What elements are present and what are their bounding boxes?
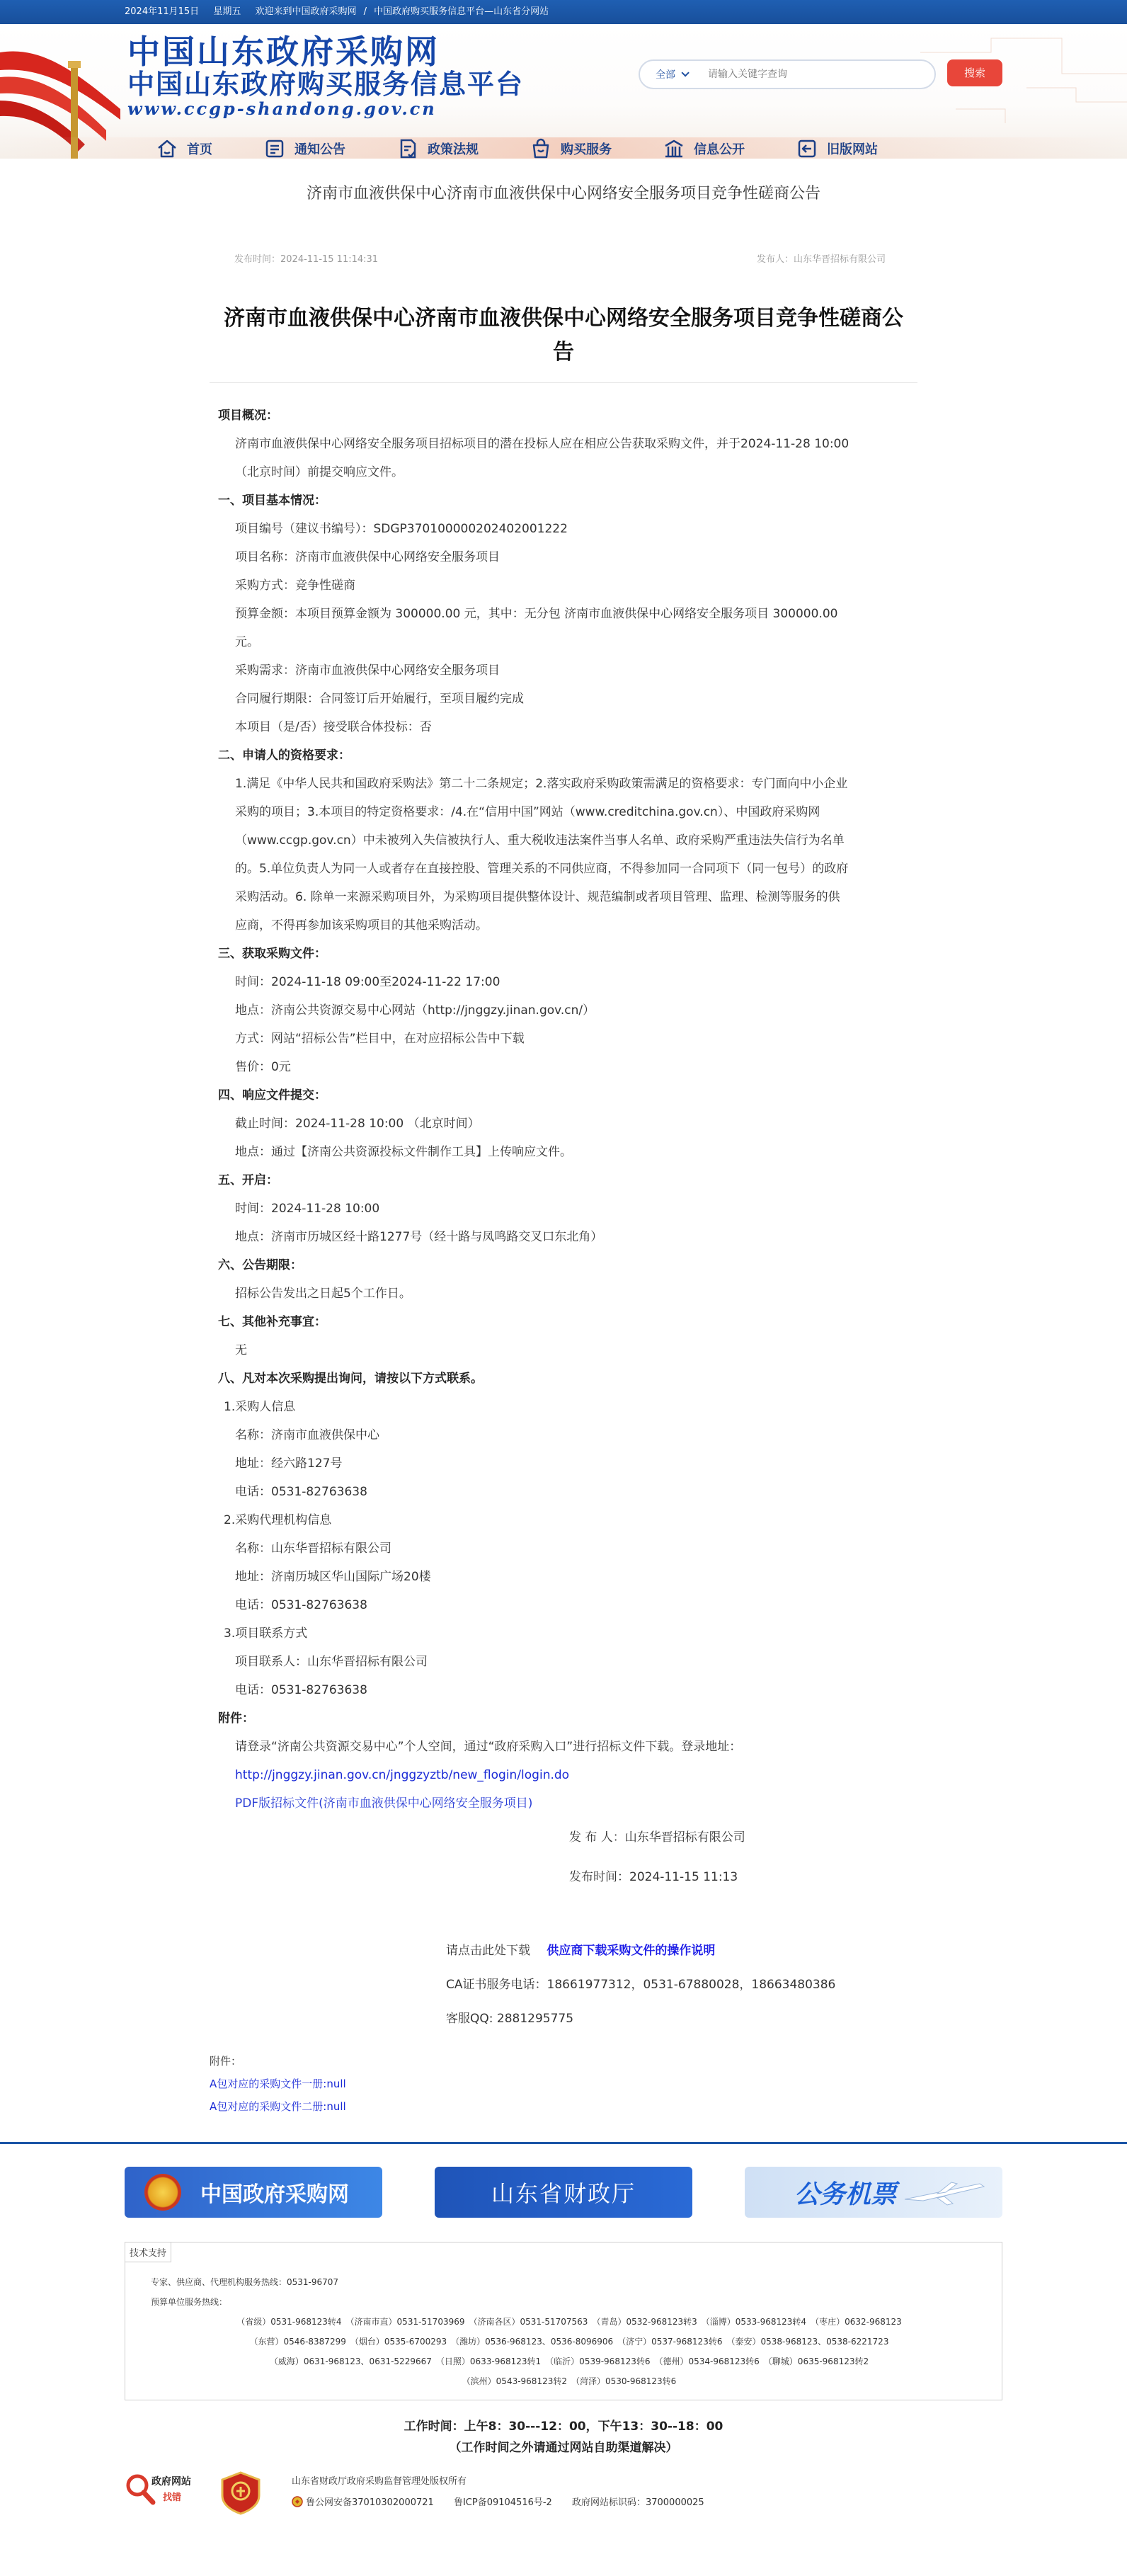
footer-banners (125, 2167, 1002, 2218)
search-button[interactable]: 搜索 (947, 59, 1002, 86)
info-line: 截止时间：2024-11-28 10:00 （北京时间） (235, 1117, 480, 1131)
ca-phone: CA证书服务电话：18661977312，0531-67880028，18663480386 (446, 1978, 836, 1992)
contact-heading: 3.项目联系方式 (224, 1626, 308, 1641)
banner-label: 中国政府采购网 (200, 2182, 349, 2207)
article-title: 济南市血液供保中心济南市血液供保中心网络安全服务项目竞争性磋商公告 (210, 302, 917, 383)
home-icon (156, 137, 178, 159)
page-heading: 济南市血液供保中心济南市血液供保中心网络安全服务项目竞争性磋商公告 (306, 185, 820, 203)
logo-line-1: 中国山东政府采购网 (127, 33, 440, 71)
info-line: 电话：0531-82763638 (235, 1598, 367, 1612)
attachments-label: 附件： (210, 2055, 242, 2068)
nav-label: 首页 (187, 142, 212, 157)
service-qq: 客服QQ: 2881295775 (446, 2012, 574, 2026)
party-badge-icon (221, 2471, 261, 2515)
info-line: 采购需求：济南市血液供保中心网络安全服务项目 (235, 663, 500, 678)
info-line: 采购的项目；3.本项目的特定资格要求：/4.在“信用中国”网站（www.creditchina.gov.cn）、中国政府采购网 (235, 805, 820, 819)
info-line: 电话：0531-82763638 (235, 1485, 367, 1499)
info-line: 采购活动。6. 除单一来源采购项目外，为采购项目提供整体设计、规范编制或者项目管理、监理、检测等服务的供 (235, 890, 840, 904)
section-heading: 一、项目基本情况： (218, 494, 326, 508)
pdf-download-link[interactable]: PDF版招标文件(济南市血液供保中心网络安全服务项目) (235, 1796, 533, 1811)
info-line: 地点：通过【济南公共资源投标文件制作工具】上传响应文件。 (235, 1145, 572, 1159)
info-line: 合同履行期限：合同签订后开始履行，至项目履约完成 (235, 692, 524, 706)
info-line: 时间：2024-11-28 10:00 (235, 1202, 380, 1216)
nav-label: 购买服务 (561, 142, 612, 157)
info-line: 预算金额：本项目预算金额为 300000.00 元，其中：无分包 济南市血液供保中心网络安全服务项目 300000.00 (235, 607, 838, 621)
info-line: 项目名称：济南市血液供保中心网络安全服务项目 (235, 550, 500, 564)
login-link[interactable]: http://jnggzy.jinan.gov.cn/jnggzyztb/new_flogin/login.do (235, 1768, 570, 1782)
article-body (210, 383, 917, 1897)
info-line: 地址：经六路127号 (235, 1457, 343, 1471)
section-heading: 五、开启： (218, 1173, 278, 1187)
footer (0, 2142, 1127, 2536)
nav-item-old-site[interactable] (796, 137, 878, 159)
nav-item-services[interactable] (530, 137, 612, 159)
police-record-text: 鲁公网安备37010302000721 (306, 2497, 434, 2508)
contact-heading: 1.采购人信息 (224, 1400, 296, 1414)
section-heading: 附件： (218, 1711, 254, 1726)
site-code: 政府网站标识码：3700000025 (571, 2497, 704, 2508)
article-meta (227, 251, 900, 265)
section-heading: 六、公告期限： (218, 1258, 302, 1272)
logo-line-2: 中国山东政府购买服务信息平台 (127, 68, 525, 100)
working-hours (0, 2416, 1127, 2458)
contact-heading: 2.采购代理机构信息 (224, 1513, 332, 1527)
info-line: 项目编号（建议书编号）：SDGP370100000202402001222 (235, 522, 568, 536)
current-date: 2024年11月15日 (125, 6, 200, 17)
nav-label: 通知公告 (294, 142, 345, 157)
welcome-text: 欢迎来到中国政府采购网 (255, 6, 357, 17)
download-guide-link[interactable]: 供应商下载采购文件的操作说明 (547, 1944, 716, 1958)
banner-finance-dept[interactable] (435, 2167, 692, 2218)
jiucuo-badge[interactable] (125, 2471, 205, 2508)
platform-link[interactable]: 中国政府购买服务信息平台—山东省分网站 (374, 6, 549, 17)
nav-item-disclosure[interactable] (663, 137, 745, 159)
support-line: 预算单位服务热线： (151, 2297, 228, 2307)
current-weekday: 星期五 (213, 6, 241, 17)
info-line: 地点：济南公共资源交易中心网站（http://jnggzy.jinan.gov.cn/） (235, 1003, 595, 1018)
hours-line: 工作时间：上午8：30---12：00，下午13：30--18：00 (404, 2420, 723, 2434)
sponsor-text: 山东省财政厅政府采购监督管理处版权所有 (292, 2476, 467, 2487)
search-input[interactable] (708, 69, 920, 80)
exit-icon (796, 137, 818, 159)
info-line: 本项目（是/否）接受联合体投标：否 (235, 720, 432, 734)
info-line: 时间：2024-11-18 09:00至2024-11-22 17:00 (235, 975, 500, 989)
signature-time: 发布时间：2024-11-15 11:13 (569, 1870, 738, 1884)
info-line: 1.满足《中华人民共和国政府采购法》第二十二条规定；2.落实政府采购政策需满足的资格要求：专门面向中小企业 (235, 777, 848, 791)
top-bar (0, 0, 1127, 24)
attachments (210, 2050, 917, 2118)
icp-record[interactable]: 鲁ICP备09104516号-2 (453, 2497, 552, 2508)
section-heading: 二、申请人的资格要求： (218, 748, 350, 763)
footer-info (292, 2471, 721, 2514)
search-scope-value: 全部 (656, 69, 675, 81)
section-heading: 三、获取采购文件： (218, 947, 326, 961)
info-line: 地址：济南历城区华山国际广场20楼 (235, 1570, 431, 1584)
police-record[interactable] (292, 2497, 437, 2508)
support-line: 专家、供应商、代理机构服务热线：0531-96707 (151, 2277, 339, 2287)
info-line: 元。 (235, 635, 259, 649)
footer-bottom (125, 2471, 1002, 2536)
overview-line: （北京时间）前提交响应文件。 (235, 465, 404, 479)
topbar-separator: / (363, 6, 367, 17)
support-box (125, 2242, 1002, 2400)
info-line: 应商，不得再参加该采购项目的其他采购活动。 (235, 918, 488, 933)
hours-note: （工作时间之外请通过网站自助渠道解决） (449, 2441, 678, 2455)
logo-url: www.ccgp-shandong.gov.cn (127, 98, 437, 119)
banner-label: 山东省财政厅 (491, 2180, 636, 2207)
site-header (0, 24, 1127, 159)
building-icon (663, 137, 685, 159)
nav-item-home[interactable] (156, 137, 212, 159)
national-emblem-icon (144, 2174, 181, 2211)
signature-publisher: 发 布 人：山东华晋招标有限公司 (569, 1830, 745, 1845)
section-heading: 项目概况： (218, 409, 278, 423)
publish-time: 发布时间：2024-11-15 11:14:31 (234, 254, 379, 265)
publisher: 发布人：山东华晋招标有限公司 (756, 254, 886, 265)
download-info (210, 1934, 917, 2036)
info-line: 方式：网站“招标公告”栏目中，在对应招标公告中下载 (235, 1032, 525, 1046)
info-line: 地点：济南市历城区经十路1277号（经十路与凤鸣路交叉口东北角） (235, 1230, 603, 1244)
attachment-link[interactable]: A包对应的采购文件二册:null (210, 2100, 346, 2113)
info-line: 电话：0531-82763638 (235, 1683, 367, 1697)
support-line: （滨州）0543-968123转2 （菏泽）0530-968123转6 (462, 2376, 677, 2386)
document-check-icon (396, 137, 419, 159)
info-line: 招标公告发出之日起5个工作日。 (235, 1287, 411, 1301)
info-line: 项目联系人：山东华晋招标有限公司 (235, 1655, 428, 1669)
info-line: 采购方式：竞争性磋商 (235, 579, 355, 593)
info-line: （www.ccgp.gov.cn）中未被列入失信被执行人、重大税收违法案件当事人名单、政府采购严重违法失信行为名单 (235, 833, 845, 848)
search-scope-select[interactable] (640, 67, 708, 81)
banner-ccgp[interactable] (125, 2167, 382, 2218)
banner-air-ticket[interactable] (745, 2167, 1002, 2218)
info-line: 无 (235, 1343, 247, 1357)
nav-label: 政策法规 (428, 142, 479, 157)
shopping-bag-icon (530, 137, 552, 159)
support-line: （东营）0546-8387299 （烟台）0535-6700293 （潍坊）0536-968123、0536-8096906 （济宁）0537-968123转6 （泰安）0538-968123、0538-6221723 (249, 2337, 889, 2347)
article (210, 302, 917, 2036)
support-line: （威海）0631-968123、0631-5229667 （日照）0633-968123转1 （临沂）0539-968123转6 （德州）0534-968123转6 （聊城）0635-968123转2 (269, 2356, 869, 2366)
support-line: （省级）0531-968123转4 （济南市直）0531-51703969 （济南各区）0531-51707563 （青岛）0532-968123转3 （淄博）0533-968123转4 （枣庄）0632-968123 (236, 2317, 902, 2327)
site-logo[interactable] (127, 34, 524, 119)
attachment-link[interactable]: A包对应的采购文件一册:null (210, 2078, 346, 2090)
notice-icon (263, 137, 286, 159)
search-box (639, 59, 936, 89)
support-body (125, 2262, 1002, 2400)
main-nav (156, 137, 929, 159)
jiucuo-label-1: 政府网站 (151, 2476, 191, 2487)
nav-label: 信息公开 (694, 142, 745, 157)
overview-line: 济南市血液供保中心网络安全服务项目招标项目的潜在投标人应在相应公告获取采购文件，并于2024-11-28 10:00 (235, 437, 849, 451)
chevron-down-icon (681, 69, 689, 76)
section-heading: 八、凡对本次采购提出询问，请按以下方式联系。 (218, 1372, 483, 1386)
police-badge-icon (292, 2496, 303, 2507)
jiucuo-label-2: 找错 (163, 2492, 182, 2503)
attachment-instruction: 请登录“济南公共资源交易中心”个人空间，通过“政府采购入口”进行招标文件下载。登录地址： (235, 1740, 742, 1754)
info-line: 名称：济南市血液供保中心 (235, 1428, 379, 1442)
banner-label: 公务机票 (794, 2179, 896, 2209)
nav-item-notices[interactable] (263, 137, 345, 159)
nav-item-policies[interactable] (396, 137, 479, 159)
nav-label: 旧版网站 (827, 142, 878, 157)
section-heading: 四、响应文件提交： (218, 1088, 326, 1102)
section-heading: 七、其他补充事宜： (218, 1315, 326, 1329)
download-prompt: 请点击此处下载 (446, 1944, 530, 1958)
info-line: 名称：山东华晋招标有限公司 (235, 1541, 391, 1556)
support-tab[interactable]: 技术支持 (125, 2242, 171, 2262)
info-line: 的。5.单位负责人为同一人或者存在直接控股、管理关系的不同供应商，不得参加同一合同项下（同一包号）的政府 (235, 862, 849, 876)
info-line: 售价：0元 (235, 1060, 291, 1074)
airplane-icon (902, 2178, 987, 2206)
